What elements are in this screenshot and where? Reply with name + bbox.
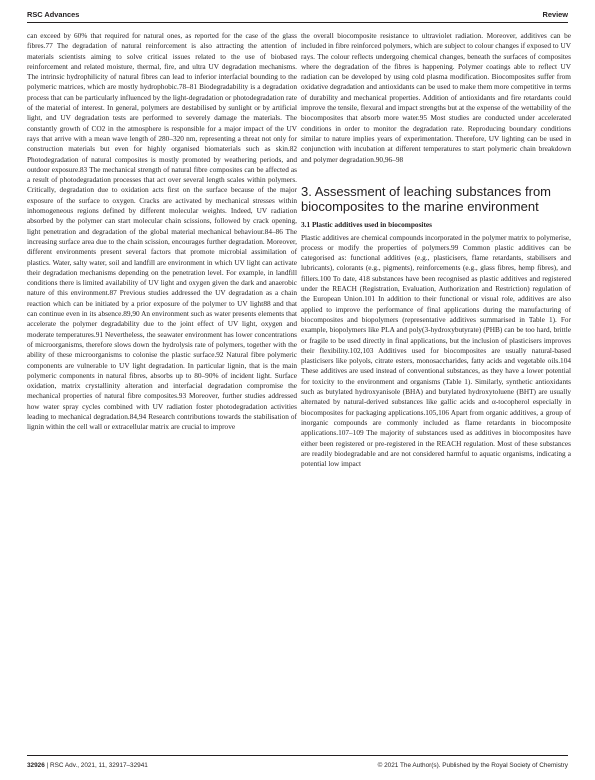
footer-rule (27, 755, 568, 756)
right-column-intro-text: the overall biocomposite resistance to ultraviolet radiation. Moreover, additives can be included in fibre reinforced polymers, which are subject to colour changes if exposed to UV rays. The colour reflects undergoing chemical changes, beneath the surfaces of composites where the degradation of the fibres is happening. Polymer coatings able to reflect UV radiation can be developed by using cold plasma modification. Biocomposites suffer from oxidative degradation and antioxidants can be used to make them more competitive in terms of durability and mechanical properties. Addition of antioxidants and fire retardants could improve the tensile, flexural and impact strengths but at the expense of the wettability of the biocomposites that absorb more water.95 Most studies are conducted under accelerated conditions in order to monitor the degradation rate. Reproducing boundary conditions similar to nature implies years of experimentation. Therefore, UV lighting can be used in conjunction with incubation at different temperatures to start polymeric chain breakdown and polymer degradation.90,96–98 (301, 31, 571, 164)
article-type: Review (542, 10, 568, 19)
right-column-body-text: Plastic additives are chemical compounds incorporated in the polymer matrix to polymerise, process or modify the properties of polymers.99 Common plastic additives can be categorised as: functional additives (e.g., plasticisers, flame retardants, stabilisers and lubricants), colorants (e.g., pigments), reinforcements (e.g., glass fibres, hemp fibres), and fillers.100 To date, 418 substances have been recognised as plastic additives and registered under the REACH (Registration, Evaluation, Authorization and Restriction) regulation of the European Union.101 In addition to their functional or visual role, additives are also applied to improve the performance of final applications during the manufacturing of biocomposites and biopolymers (representative additives summarised in Table 1). For example, biopolymers like PLA and poly(3-hydroxybutyrate) (PHB) can be too hard, brittle or fragile to be used directly in final applications, but the inclusion of plasticisers improves their flexibility.102,103 Additives used for biocomposites are usually natural-based plasticisers like polyols, citrate esters, monosaccharides, fatty acids and vegetable oils.104 These additives are used instead of conventional substances, as they have a lower potential for toxicity to the environment and organisms (Table 1). Similarly, synthetic antioxidants such as butylated hydroxyanisole (BHA) and butylated hydroxytoluene (BHT) are usually alternated by natural-derived substances like gallic acids and α-tocopherol especially in biocomposites for packaging applications.105,106 Apart from organic additives, a group of inorganic compounds are commonly included as flame retardants in biocomposite applications.107–109 The majority of substances used as additives in biocomposites have either been registered or pre-registered in the REACH regulation. Most of these substances are readily biodegradable and are not considered harmful to aquatic organisms, indicating a potential low impact (301, 232, 571, 469)
copyright-notice: © 2021 The Author(s). Published by the Royal Society of Chemistry (377, 762, 568, 769)
footer-citation (27, 762, 148, 769)
journal-citation: | RSC Adv., 2021, 11, 32917–32941 (44, 762, 148, 769)
journal-name: RSC Advances (27, 10, 80, 19)
section-heading: 3. Assessment of leaching substances from biocomposites to the marine environment (301, 183, 552, 215)
subsection-heading: 3.1 Plastic additives used in biocomposites (301, 220, 432, 230)
page-number: 32926 (27, 762, 45, 769)
left-column-text: can exceed by 60% that required for natural ones, as reported for the case of the glass fibres.77 The degradation of natural reinforcement is also attracting the attention of materials scientists aiming to solve critical issues related to the use of biobased reinforcement and related moisture, thermal, fire, and ultra UV degradation mechanisms. The intrinsic hydrophilicity of natural fibres can lead to inferior interfacial bounding to the polymeric matrices, which are mostly hydrophobic.78–81 Biodegradability is a degradation process that can be particularly influenced by the light-degradation or photodegradation rate of the material of interest. In general, polymers are destabilised by sunlight or by artificial light, and UV degradation tests are performed to severely damage the materials. The constantly growth of CO2 in the atmosphere is responsible for a major impact of the UV rays that arrive with a mean wave length of 280–320 nm, representing a threat not only for construction materials but even for highly organised biomaterials such as skin.82 Photodegradation of natural composites is mostly promoted by weathering periods, and outdoor exposure.83 The mechanical strength of natural fibre composites can be affected as a result of photodegradation processes that act over several length scales within polymers. Critically, degradation due to oxidation acts first on the surface because of the major exposure of the surface to oxygen. Cracks are activated by mechanical stresses within inhomogeneous regions defined by different molecular weights. Indeed, UV radiation absorbed by the polymer can start molecular chain scissions, followed by crack opening, light penetration and degradation of the global material mechanical behaviour.84–86 The increasing surface area due to the chain scission, encourages further degradation. Moreover, different environments present several factors that promote microbial assimilation of plastics. Water, salty water, soil and landfill are environment in which UV light can activate their degradation mechanisms depending on the penetration level. For example, in landfill conditions there is limited availability of UV light and oxygen given the dark and anaerobic nature of this environment.87 Previous studies addressed the UV degradation as a chain reaction which can be initiated by a prior exposure of the polymer to UV light88 and that can continue even in its absence.89,90 An environment such as water presents elements that accelerate the polymer degradability due to the joint effect of UV light, oxygen and moderate temperatures.91 Nevertheless, the seawater environment has lower concentrations of microorganisms, therefore slows down the hydrolysis rate of polymers, together with the ability of these microorganisms to colonise the plastic surface.92 Natural fibre polymeric components are vulnerable to UV light degradation. In particular lignin, that is the main polymeric components in natural fibres, absorbs up to 80–90% of incident light. Surface oxidation, matrix crystallinity alteration and interfacial degradation compromise the mechanical properties of natural fibre composites.93 Moreover, further studies addressed how water spray cycles combined with UV radiation foster photodegradation activities leading to mechanical degradation.84,94 Research contributions towards the stabilisation of lignin within the cell wall or extracellular matrix are crucial to improve (27, 31, 297, 432)
header-rule (27, 22, 568, 23)
right-column (301, 31, 571, 469)
left-column (27, 31, 297, 433)
